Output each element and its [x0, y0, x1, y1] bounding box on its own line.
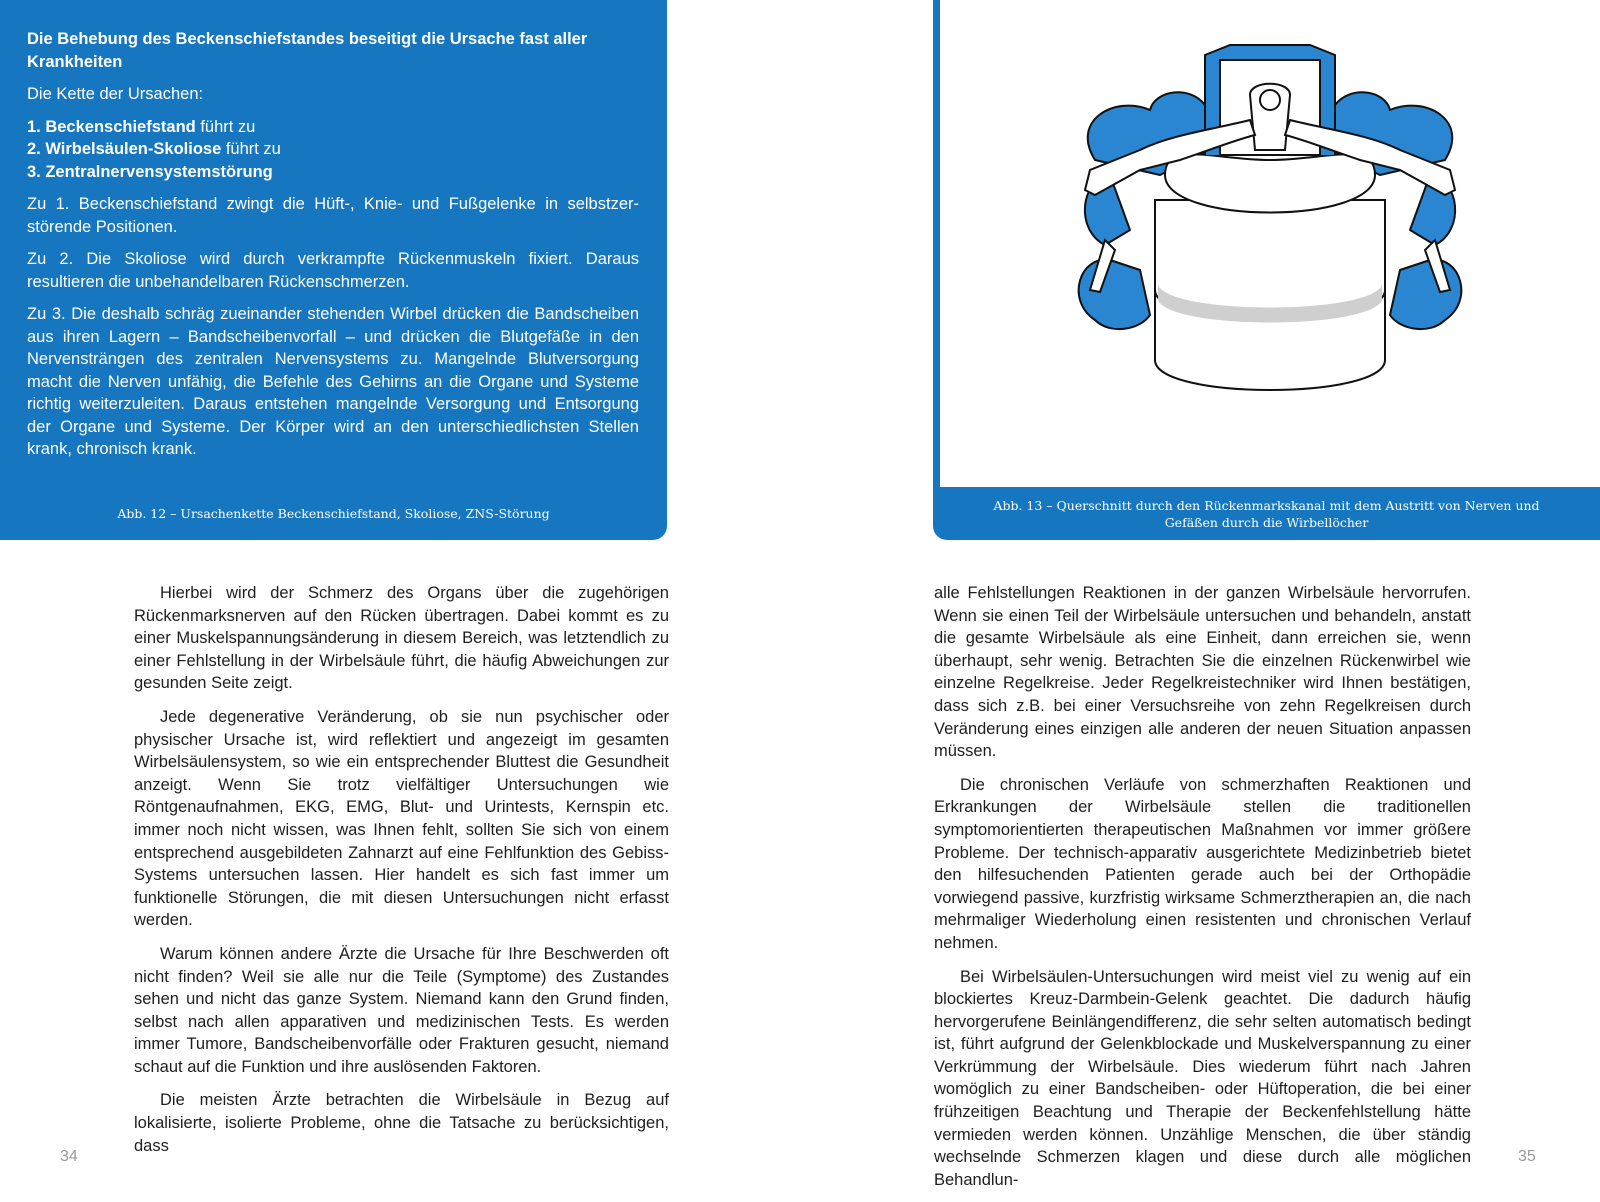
- blue-lobe-left-lower: [1079, 260, 1150, 329]
- chain-item-3: 3. Zentralnervensystemstörung: [27, 162, 273, 181]
- right-body-column: [934, 582, 1471, 1202]
- left-paragraph-3: Warum können andere Ärzte die Ursache für Ihre Beschwerden oft nicht finden? Weil sie alle nur die Teile (Symptome) des Zustandes sehen und nicht das ganze System. Niemand kann den Grund finden, selbst nach allen apparativen und medizinischen Tests. Es werden immer Tumore, Bandscheibenvorfälle oder Frakturen gesucht, niemand schaut auf die Funktion und ihre auslösenden Faktoren.: [134, 944, 669, 1076]
- page-number-left: 34: [60, 1148, 78, 1165]
- spinal-cross-section-illustration: [940, 0, 1600, 487]
- vertebral-body: [1155, 200, 1385, 390]
- figure-13-frame: [933, 0, 1600, 540]
- figure-12-caption: Abb. 12 – Ursachenkette Beckenschiefstand, Skoliose, ZNS-Störung: [117, 506, 550, 521]
- box-paragraph-3: Zu 3. Die deshalb schräg zueinander stehenden Wirbel drücken die Bandscheiben aus ihren Lagern – Bandscheibenvorfall – und drücken die Blutgefäße in den Nervensträngen des zentralen Nervensystems zu. Mangelnde Blutversorgung macht die Nerven unfähig, die Befehle des Gehirns an die Organe und Systeme richtig weiterzuleiten. Daraus entstehen mangelnde Versorgung und Entsorgung der Organe und Systeme. Der Körper wird an den unterschiedlichsten Stellen krank, chronisch krank.: [27, 305, 639, 458]
- box-paragraph-2: Zu 2. Die Skoliose wird durch verkrampfte Rückenmuskeln fixiert. Daraus resultieren die unbehandelbaren Rückenschmerzen.: [27, 250, 639, 291]
- figure-13-image-area: [940, 0, 1600, 487]
- cause-chain-list: [27, 116, 639, 184]
- left-paragraph-4: Die meisten Ärzte betrachten die Wirbelsäule in Bezug auf lokalisierte, isolierte Probleme, ohne die Tatsache zu berücksichtigen, dass: [134, 1091, 669, 1155]
- spinal-cord-center: [1260, 90, 1280, 110]
- right-paragraph-1: alle Fehlstellungen Reaktionen in der ganzen Wirbelsäule hervorrufen. Wenn sie einen Teil der Wirbelsäule untersuchen und behandeln, anstatt die gesamte Wirbelsäule als eine Einheit, dann erreichen sie, wenn überhaupt, sehr wenig. Betrachten Sie die einzelnen Rückenwirbel wie einzelne Regelkreise. Jeder Regelkreistechniker wird Ihnen bestätigen, dass sich z.B. bei einer Versuchsreihe von zehn Regelkreisen durch Veränderung eines einzigen alle anderen der neuen Situation anpassen müssen.: [934, 584, 1471, 761]
- right-paragraph-3: Bei Wirbelsäulen-Untersuchungen wird meist viel zu wenig auf ein blockiertes Kreuz-Darmbein-Gelenk geachtet. Die dadurch häufig hervorgerufene Beinlängendifferenz, die sehr selten automatisch bedingt ist, führt aufgrund der Gelenkblockade und Muskelverspannung zu einer Verkrümmung der Wirbelsäule. Dies wiederum führt nach Jahren womöglich zu einer Bandscheiben- oder Hüftoperation, die bei einer frühzeitigen Beachtung und Therapie der Beckenfehlstellung hätte vermieden werden können. Unzählige Menschen, die über ständig wechselnde Schmerzen klagen und diese durch alle möglichen Behandlun-: [934, 967, 1471, 1189]
- chain-intro: Die Kette der Ursachen:: [27, 85, 204, 103]
- figure-13-caption-line-1: Abb. 13 – Querschnitt durch den Rückenmarkskanal mit dem Austritt von Nerven und: [993, 498, 1540, 513]
- left-paragraph-1: Hierbei wird der Schmerz des Organs über die zugehörigen Rückenmarksnerven auf den Rücken übertragen. Dabei kommt es zu einer Muskelspannungsänderung in diesem Bereich, was letztendlich zu einer Fehlstellung in der Wirbelsäule führt, die häufig Abweichungen zur gesunden Seite zeigt.: [134, 584, 669, 693]
- box-heading: Die Behebung des Beckenschiefstandes beseitigt die Ursache fast aller Krankheiten: [27, 30, 588, 71]
- chain-item-2: 2. Wirbelsäulen-Skoliose führt zu: [27, 140, 281, 158]
- blue-lobe-right-lower: [1390, 260, 1461, 329]
- left-body-column: [134, 582, 669, 1168]
- cause-chain-box: [0, 0, 667, 540]
- figure-13-caption: [933, 497, 1600, 531]
- page-number-right: 35: [1518, 1148, 1536, 1165]
- cause-chain-text: [27, 28, 639, 471]
- right-paragraph-2: Die chronischen Verläufe von schmerzhaften Reaktionen und Erkrankungen der Wirbelsäule stellen die traditionellen symptomorientierten therapeutischen Maßnahmen vor immer größere Probleme. Der technisch-apparativ ausgerichtete Medizinbetrieb bietet den hilfesuchenden Patienten gerade auch bei der Orthopädie vorwiegend passive, kurzfristig wirksame Schmerztherapien an, die nach mehrmaliger Wiederholung einen resistenten und chronischen Verlauf nehmen.: [934, 775, 1471, 952]
- figure-13-caption-line-2: Gefäßen durch die Wirbellöcher: [1164, 515, 1369, 530]
- chain-item-1: 1. Beckenschiefstand führt zu: [27, 117, 256, 136]
- box-paragraph-1: Zu 1. Beckenschiefstand zwingt die Hüft-, Knie- und Fußgelenke in selbstzerstörende Positionen.: [27, 195, 639, 236]
- left-paragraph-2: Jede degenerative Veränderung, ob sie nun psychischer oder physischer Ursache ist, wird reflektiert und angezeigt im gesamten Wirbelsäulensystem, so wie ein entsprechender Bluttest die Gesundheit anzeigt. Wenn Sie trotz vielfältiger Untersuchungen wie Röntgenaufnahmen, EKG, EMG, Blut- und Urintests, Kernspin etc. immer noch nicht wissen, was Ihnen fehlt, sollten Sie sich von einem entsprechend ausgebildeten Zahnarzt auf eine Fehlfunktion des Gebiss-Systems untersuchen lassen. Hier handelt es sich fast immer um funktionelle Störungen, die mit diesen Untersuchungen nicht erfasst werden.: [134, 707, 669, 930]
